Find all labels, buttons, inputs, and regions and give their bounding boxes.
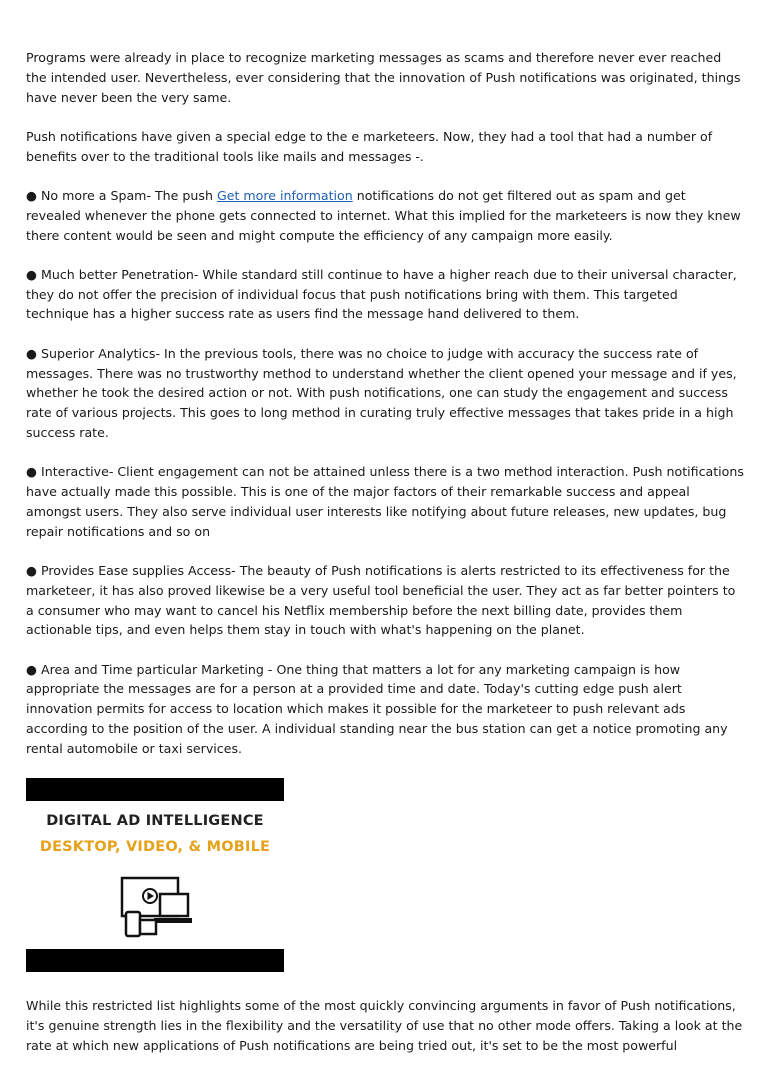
paragraph-penetration: ● Much better Penetration- While standard still continue to have a higher reach due to their universal character, they do not offer the precision of individual focus that push notifications bring with them. This targeted technique has a higher success rate as users find the message hand delivered to them. xyxy=(26,266,737,322)
paragraph-edge: Push notifications have given a special edge to the e marketeers. Now, they had a tool that had a number of benefits over to the traditional tools like mails and messages -. xyxy=(26,128,713,164)
image-bottom-bar xyxy=(26,949,284,972)
ad-intelligence-image xyxy=(26,778,284,972)
paragraph-interactive: ● Interactive- Client engagement can not be attained unless there is a two method interaction. Push notifications have actually made this possible. This is one of the major factors of their remarkable success and appeal amongst users. They also serve individual user interests like notifying about future releases, new updates, bug repair notifications and so on xyxy=(26,464,744,539)
image-title: DIGITAL AD INTELLIGENCE xyxy=(46,813,264,830)
image-top-bar xyxy=(26,778,284,801)
document-page xyxy=(26,48,744,1075)
image-subtitle: DESKTOP, VIDEO, & MOBILE xyxy=(39,839,271,856)
paragraph-spam-end: notifications do not get filtered out as spam and get revealed whenever the phone gets connected to internet. What this implied for the marketeers is now they knew there content would be seen and might compute the efficiency of any campaign more easily. xyxy=(26,187,741,243)
get-more-information-link[interactable]: Get more information xyxy=(216,187,353,203)
paragraph-spam-start: ● No more a Spam- The push xyxy=(26,187,217,203)
paragraph-analytics: ● Superior Analytics- In the previous tools, there was no choice to judge with accuracy the success rate of messages. There was no trustworthy method to understand whether the client opened your message and if yes, whether he took the desired action or not. With push notifications, one can study the engagement and success rate of various projects. This goes to long method in curating truly effective messages that takes pride in a high success rate. xyxy=(26,345,737,440)
devices-icon xyxy=(120,876,192,938)
paragraph-spam xyxy=(26,186,744,245)
paragraph-conclusion: While this restricted list highlights some of the most quickly convincing arguments in favor of Push notifications, it's genuine strength lies in the flexibility and the versatility of use that no other mode offers. Taking a look at the rate at which new applications of Push notifications are being tried out, it's set to be the most powerful xyxy=(26,998,743,1053)
paragraph-ease-access: ● Provides Ease supplies Access- The beauty of Push notifications is alerts restricted to its effectiveness for the marketeer, it has also proved likewise be a very useful tool beneficial the user. They act as far better pointers to a consumer who may want to cancel his Netflix membership before the next billing date, provides them actionable tips, and even helps them stay in touch with what's happening on the planet. xyxy=(26,562,736,638)
paragraph-area-time: ● Area and Time particular Marketing - One thing that matters a lot for any marketing campaign is how appropriate the messages are for a person at a provided time and date. Today's cutting edge push alert innovation permits for access to location which makes it possible for the marketeer to push relevant ads according to the position of the user. A individual standing near the bus station can get a notice promoting any rental automobile or taxi services. xyxy=(26,661,728,756)
paragraph-intro: Programs were already in place to recognize marketing messages as scams and therefore never ever reached the intended user. Nevertheless, ever considering that the innovation of Push notifications was originated, things have never been the very same. xyxy=(26,50,741,105)
